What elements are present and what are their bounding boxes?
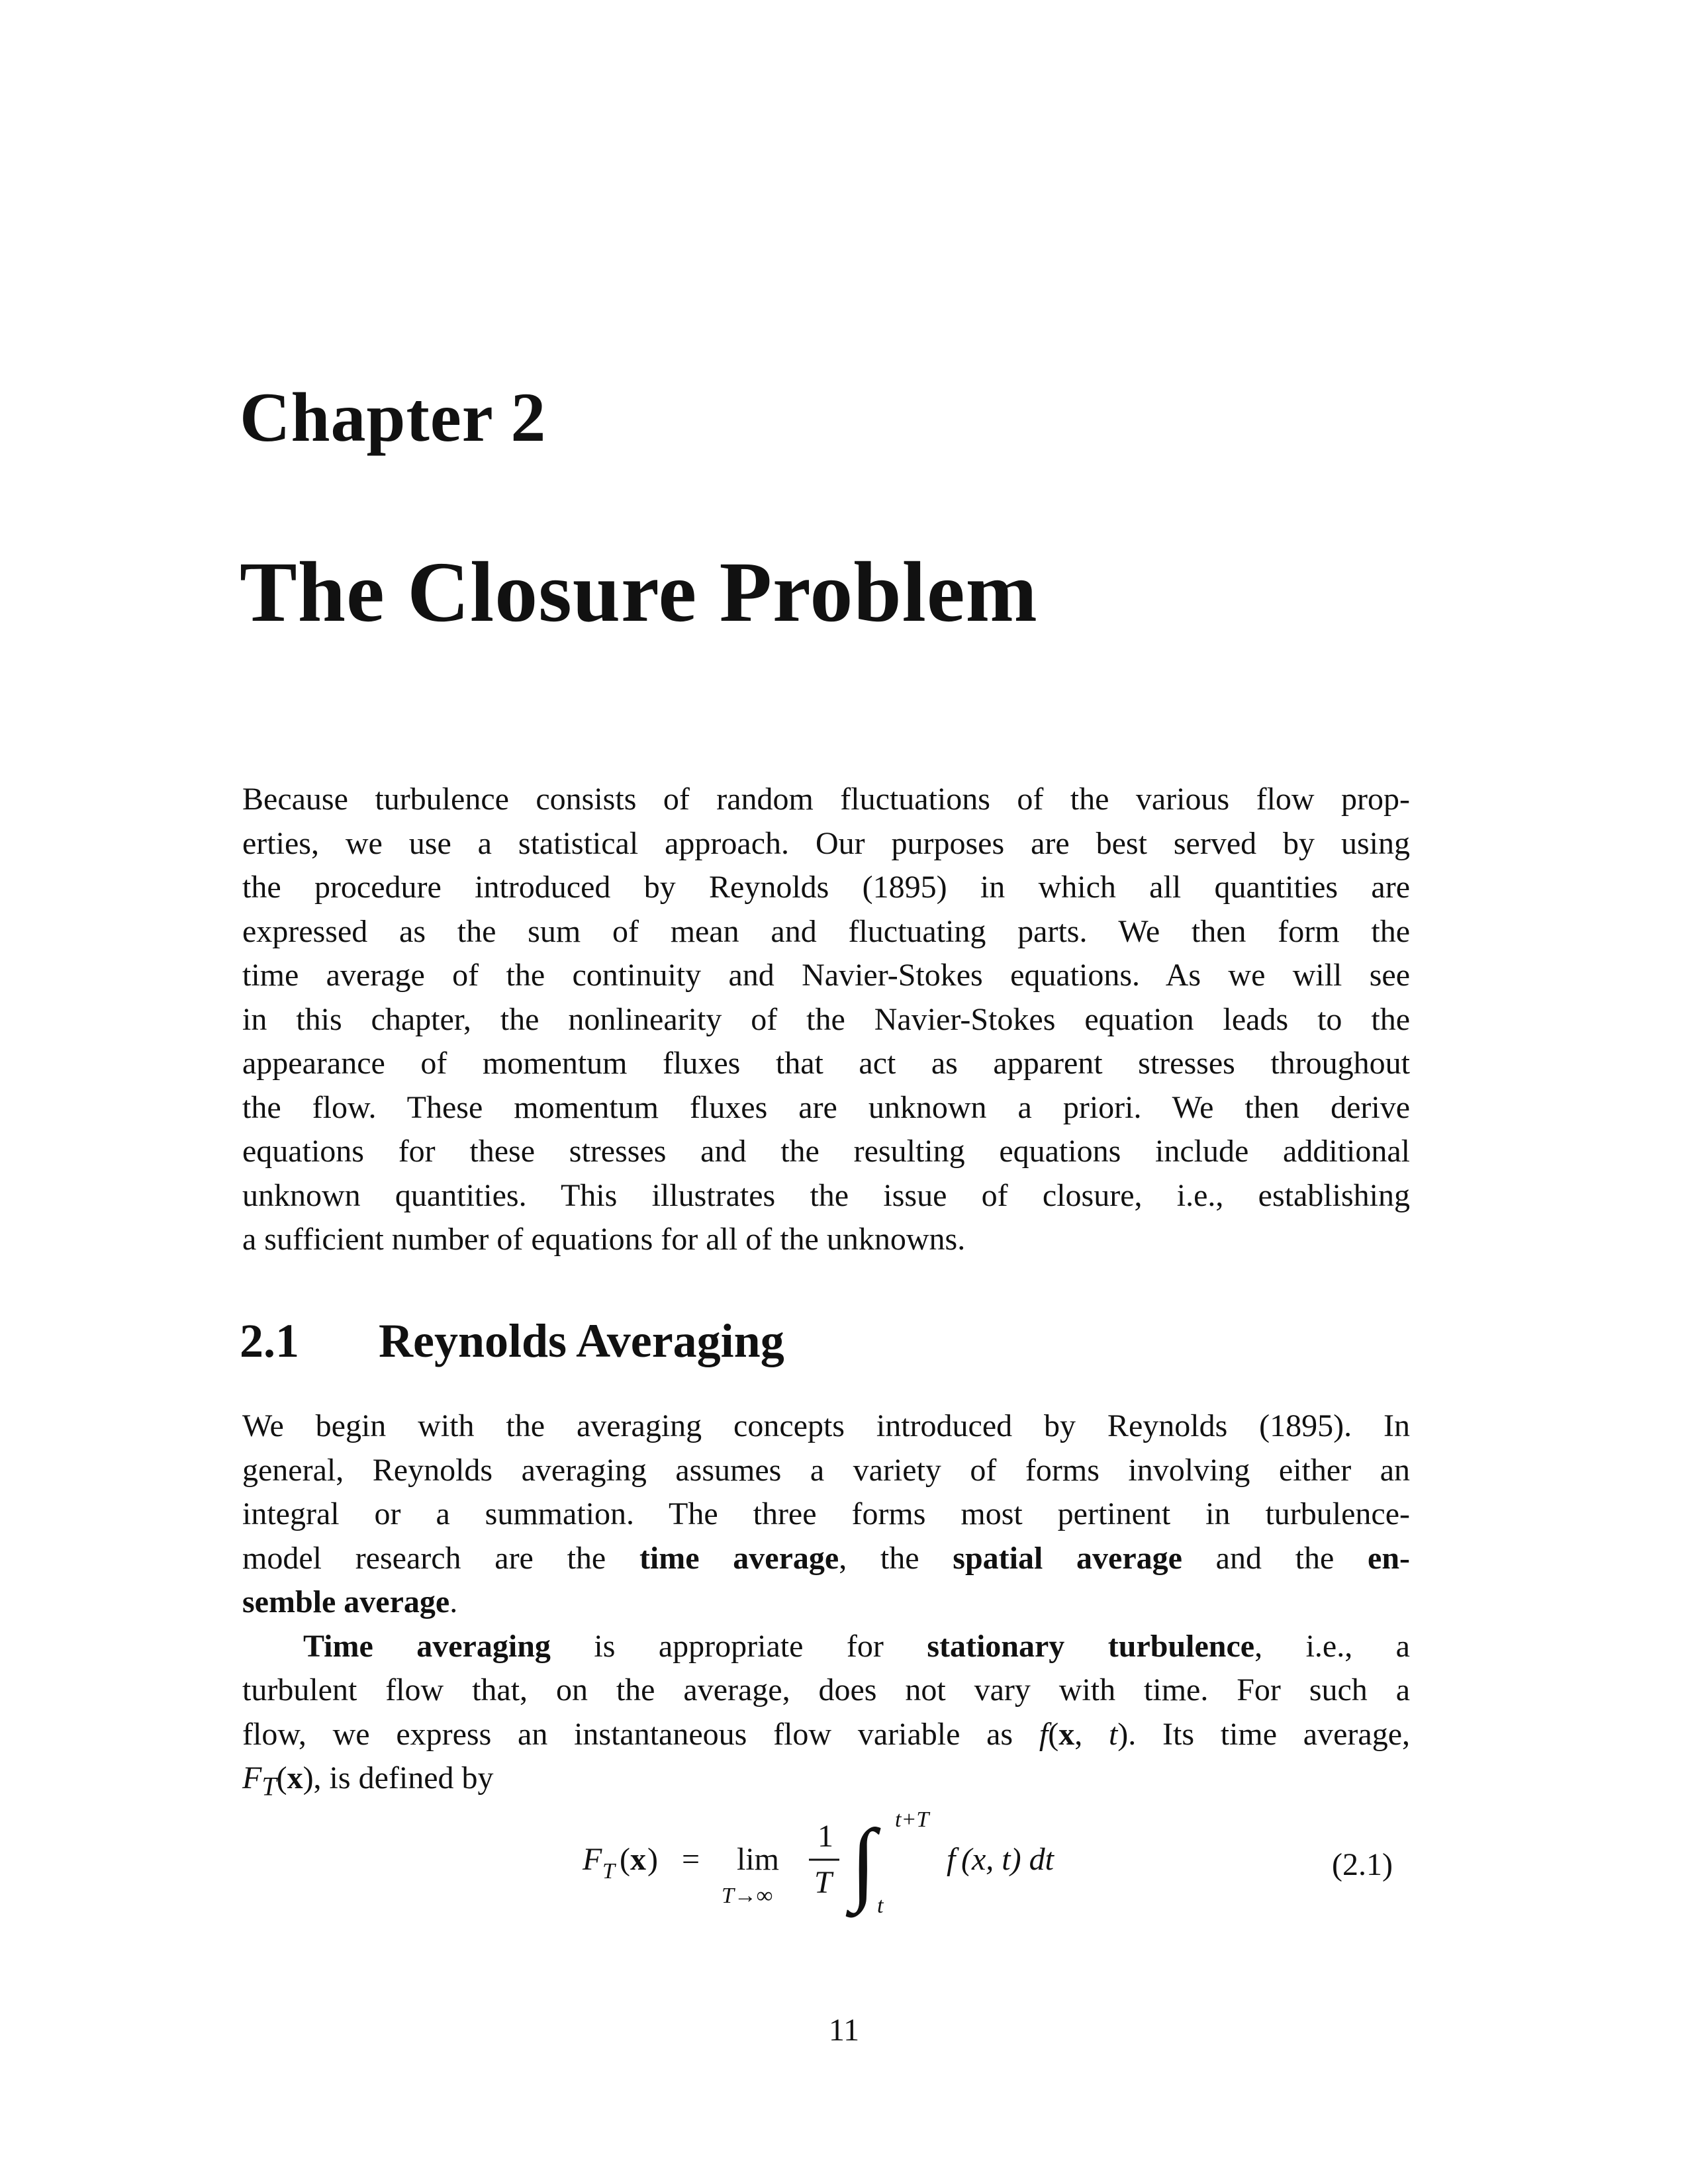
term-time-averaging: Time averaging <box>303 1628 551 1664</box>
eq-integrand-rest: (x, t) dt <box>961 1842 1054 1877</box>
term-time-average: time average <box>639 1540 839 1576</box>
chapter-title: The Closure Problem <box>240 545 1038 640</box>
eq-lim: lim <box>737 1842 780 1877</box>
body-line: turbulent flow that, on the average, does not vary with time. For such a <box>242 1672 1410 1707</box>
equation-graphic <box>0 1807 1688 1926</box>
eq-lower-limit: t <box>877 1893 884 1918</box>
intro-line: Because turbulence consists of random fluctuations of the various flow prop- <box>242 782 1410 817</box>
intro-line: expressed as the sum of mean and fluctuating parts. We then form the <box>242 913 1410 949</box>
equation-number: (2.1) <box>1332 1847 1393 1882</box>
intro-line: the flow. These momentum fluxes are unknown a priori. We then derive <box>242 1089 1410 1125</box>
body-line: general, Reynolds averaging assumes a variety of forms involving either an <box>242 1452 1410 1488</box>
intro-line: erties, we use a statistical approach. Our purposes are best served by using <box>242 825 1410 861</box>
eq-integral: ∫ <box>851 1811 876 1913</box>
intro-line: equations for these stresses and the resulting equations include additional <box>242 1134 1410 1169</box>
eq-lhs-x: x <box>630 1842 646 1877</box>
eq-integrand-f: f <box>947 1842 956 1877</box>
eq-lhs-paren-close: ) <box>647 1842 658 1877</box>
intro-line: the procedure introduced by Reynolds (1895) in which all quantities are <box>242 870 1410 905</box>
body-line: semble average. <box>242 1584 458 1619</box>
section-body <box>242 1404 1410 1809</box>
term-ensemble-average: semble average <box>242 1584 450 1619</box>
intro-paragraph <box>242 778 1410 1262</box>
intro-line: appearance of momentum fluxes that act as apparent stresses throughout <box>242 1046 1410 1081</box>
eq-lhs-paren-open: ( <box>620 1842 630 1877</box>
eq-equals: = <box>682 1842 700 1877</box>
intro-line: time average of the continuity and Navier-Stokes equations. As we will see <box>242 958 1410 993</box>
eq-lhs-T: T <box>602 1859 615 1884</box>
term-spatial-average: spatial average <box>953 1540 1182 1576</box>
term-stationary-turbulence: stationary turbulence <box>927 1628 1255 1664</box>
equation-2-1 <box>0 1807 1688 1926</box>
eq-lhs-F: F <box>583 1842 602 1877</box>
intro-line: a sufficient number of equations for all of the unknowns. <box>242 1222 966 1257</box>
page-number: 11 <box>828 2013 860 2048</box>
section-number: 2.1 <box>240 1314 299 1367</box>
eq-frac-num: 1 <box>818 1819 833 1854</box>
body-line: model research are the time average, the spatial average and the en- <box>242 1540 1411 1576</box>
body-line: We begin with the averaging concepts introduced by Reynolds (1895). In <box>242 1408 1410 1443</box>
body-line: $F_T(x)$, is defined by <box>242 1760 494 1801</box>
body-line: flow, we express an instantaneous flow variable as f(x, t). Its time average, <box>242 1716 1411 1752</box>
term-ensemble-part: en- <box>1368 1540 1411 1576</box>
chapter-label: Chapter 2 <box>240 379 547 456</box>
intro-line: unknown quantities. This illustrates the issue of closure, i.e., establishing <box>242 1177 1410 1213</box>
section-heading <box>240 1314 784 1369</box>
eq-upper-limit: t+T <box>895 1807 929 1832</box>
body-line: Time averaging is appropriate for stationary turbulence, i.e., a <box>303 1628 1410 1664</box>
intro-line: in this chapter, the nonlinearity of the Navier-Stokes equation leads to the <box>242 1001 1410 1037</box>
body-line: integral or a summation. The three forms most pertinent in turbulence- <box>242 1496 1410 1531</box>
eq-frac-den: T <box>814 1865 832 1900</box>
section-title: Reynolds Averaging <box>379 1314 784 1367</box>
eq-lim-sub: T→∞ <box>722 1884 773 1908</box>
